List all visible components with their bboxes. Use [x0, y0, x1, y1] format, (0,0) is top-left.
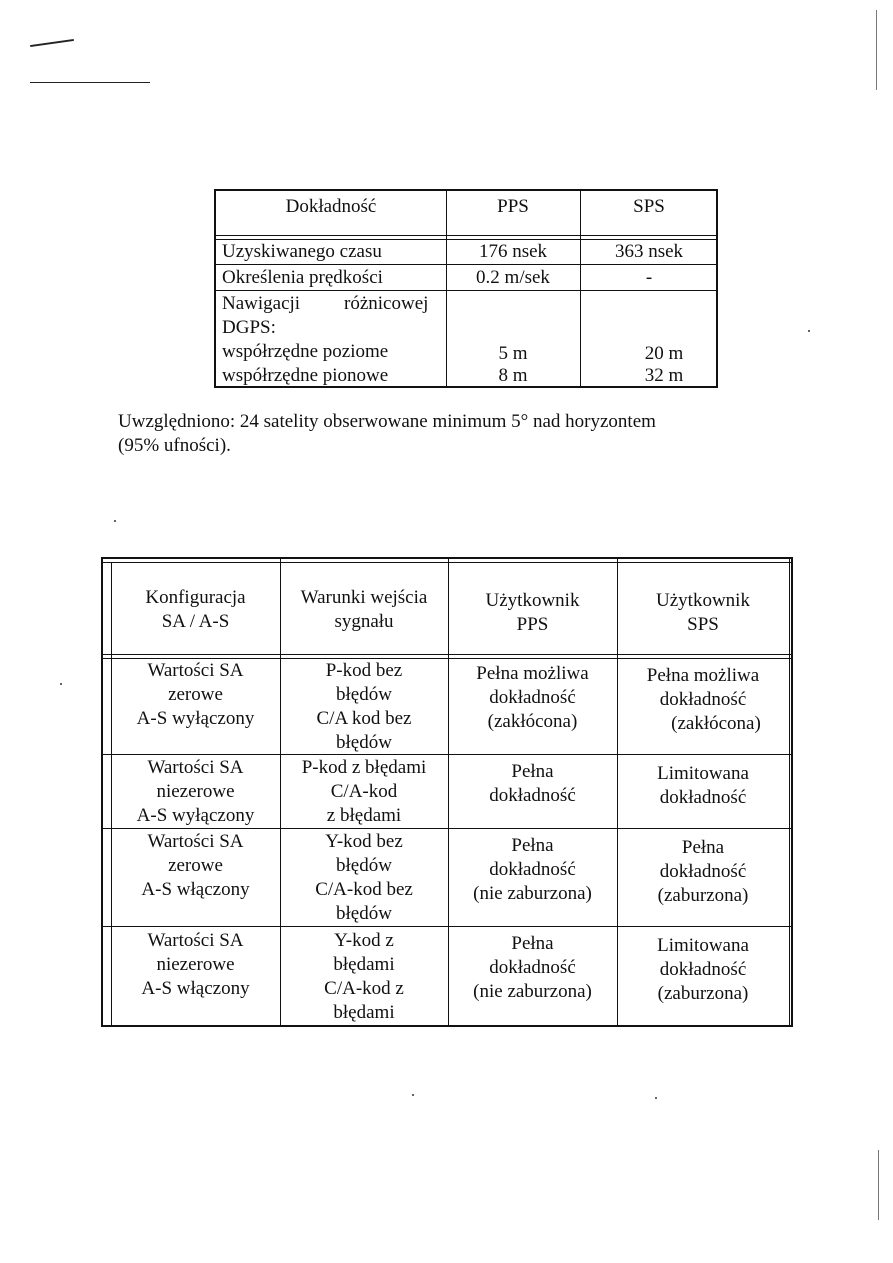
header-signal-l2: sygnału [334, 611, 394, 632]
header-config-l2: SA / A-S [161, 611, 230, 632]
value-pps-horizontal: 5 m [498, 343, 528, 364]
cell-line: (zaburzona) [657, 885, 749, 906]
cell-line: P-kod bez [325, 660, 403, 681]
header-pps: PPS [497, 196, 529, 217]
cell-line: dokładność [659, 959, 747, 980]
scan-speck [60, 683, 62, 685]
cell-line: błędów [336, 732, 392, 753]
cell-line: błędów [336, 855, 392, 876]
cell-line: C/A-kod [330, 781, 398, 802]
pps-cell-3 [448, 834, 617, 906]
config-cell-4 [111, 929, 280, 1001]
header-divider [103, 654, 791, 655]
row-label-horizontal: współrzędne poziome [222, 341, 389, 362]
value-sps-horizontal: 20 m [644, 343, 684, 364]
cell-line: dokładność [489, 687, 576, 708]
cell-line: C/A-kod z [324, 978, 404, 999]
row-divider [216, 290, 716, 291]
value-pps-time: 176 nsek [478, 241, 548, 262]
header-pps-user-l2: PPS [516, 614, 549, 635]
cell-line: dokładność [489, 859, 576, 880]
header-sps: SPS [633, 196, 665, 217]
cell-line: błędów [336, 903, 392, 924]
cell-line: Wartości SA [147, 930, 244, 951]
header-signal [280, 586, 448, 634]
sps-cell-1 [617, 664, 789, 736]
cell-line: A-S włączony [141, 879, 250, 900]
scan-mark [30, 82, 150, 83]
cell-line: A-S włączony [141, 978, 250, 999]
dgps-label-b: różnicowej [344, 293, 429, 314]
dgps-label-a: Nawigacji [222, 293, 301, 314]
scan-speck [655, 1097, 657, 1099]
config-cell-1 [111, 659, 280, 731]
cell-line: Y-kod z [334, 930, 394, 951]
row-label-velocity: Określenia prędkości [222, 267, 383, 288]
top-inner-rule [103, 562, 791, 563]
cell-line: (zaburzona) [657, 983, 749, 1004]
accuracy-table [214, 189, 718, 388]
cell-line: (zakłócona) [487, 711, 578, 732]
scan-mark [876, 10, 877, 90]
value-pps-velocity: 0.2 m/sek [476, 267, 550, 288]
configuration-table [101, 557, 793, 1027]
cell-line: (zakłócona) [671, 713, 761, 734]
cell-line: niezerowe [156, 781, 235, 802]
scan-mark [30, 39, 74, 47]
cell-line: dokładność [659, 689, 747, 710]
scan-mark [878, 1150, 879, 1220]
value-pps-vertical: 8 m [498, 365, 528, 386]
cell-line: P-kod z błędami [301, 757, 427, 778]
pps-cell-2 [448, 760, 617, 808]
header-sps-user-l2: SPS [687, 614, 719, 635]
cell-line: dokładność [489, 957, 576, 978]
column-divider [789, 559, 790, 1025]
config-cell-2 [111, 756, 280, 828]
dgps-label-2: DGPS: [222, 317, 276, 338]
header-accuracy: Dokładność [285, 196, 377, 217]
pps-cell-4 [448, 932, 617, 1004]
assumptions-note [118, 410, 738, 458]
row-divider [103, 926, 791, 927]
cell-line: Wartości SA [147, 831, 244, 852]
note-line-2: (95% ufności). [118, 435, 231, 456]
cell-line: błędów [336, 684, 392, 705]
cell-line: niezerowe [156, 954, 235, 975]
header-config-l1: Konfiguracja [145, 587, 246, 608]
cell-line: Pełna [511, 761, 554, 782]
cell-line: z błędami [326, 805, 402, 826]
sps-cell-3 [617, 836, 789, 908]
cell-line: Wartości SA [147, 660, 244, 681]
cell-line: (nie zaburzona) [473, 981, 592, 1002]
header-pps-user-l1: Użytkownik [485, 590, 580, 611]
row-divider [216, 264, 716, 265]
header-signal-l1: Warunki wejścia [300, 587, 428, 608]
signal-cell-2 [280, 756, 448, 828]
scan-speck [412, 1094, 414, 1096]
signal-cell-4 [280, 929, 448, 1025]
value-sps-velocity: - [645, 267, 653, 288]
row-label-time: Uzyskiwanego czasu [222, 241, 382, 262]
value-sps-vertical: 32 m [644, 365, 684, 386]
cell-line: Limitowana [657, 935, 749, 956]
cell-line: dokładność [659, 787, 747, 808]
cell-line: C/A kod bez [316, 708, 412, 729]
cell-line: Pełna [511, 835, 554, 856]
sps-cell-4 [617, 934, 789, 1006]
header-sps-user-l1: Użytkownik [656, 590, 750, 611]
cell-line: dokładność [489, 785, 576, 806]
cell-line: Pełna [681, 837, 725, 858]
header-config [111, 586, 280, 634]
signal-cell-1 [280, 659, 448, 755]
cell-line: Pełna możliwa [476, 663, 589, 684]
value-sps-time: 363 nsek [614, 241, 684, 262]
scan-speck [114, 520, 116, 522]
note-line-1: Uwzględniono: 24 satelity obserwowane minimum 5° nad horyzontem [118, 411, 656, 432]
cell-line: Y-kod bez [325, 831, 403, 852]
cell-line: C/A-kod bez [315, 879, 413, 900]
header-sps-user [617, 589, 789, 637]
cell-line: Limitowana [657, 763, 749, 784]
cell-line: błędami [333, 954, 395, 975]
cell-line: A-S wyłączony [136, 805, 255, 826]
cell-line: Pełna [511, 933, 554, 954]
cell-line: (nie zaburzona) [473, 883, 592, 904]
cell-line: błędami [333, 1002, 395, 1023]
cell-line: Wartości SA [147, 757, 244, 778]
sps-cell-2 [617, 762, 789, 810]
pps-cell-1 [448, 662, 617, 734]
row-label-vertical: współrzędne pionowe [222, 365, 389, 386]
row-divider [103, 828, 791, 829]
cell-line: Pełna możliwa [646, 665, 760, 686]
header-pps-user [448, 589, 617, 637]
scan-speck [808, 330, 810, 332]
cell-line: zerowe [168, 855, 223, 876]
cell-line: zerowe [168, 684, 223, 705]
signal-cell-3 [280, 830, 448, 926]
cell-line: dokładność [659, 861, 747, 882]
header-divider [216, 235, 716, 236]
config-cell-3 [111, 830, 280, 902]
cell-line: A-S wyłączony [136, 708, 255, 729]
